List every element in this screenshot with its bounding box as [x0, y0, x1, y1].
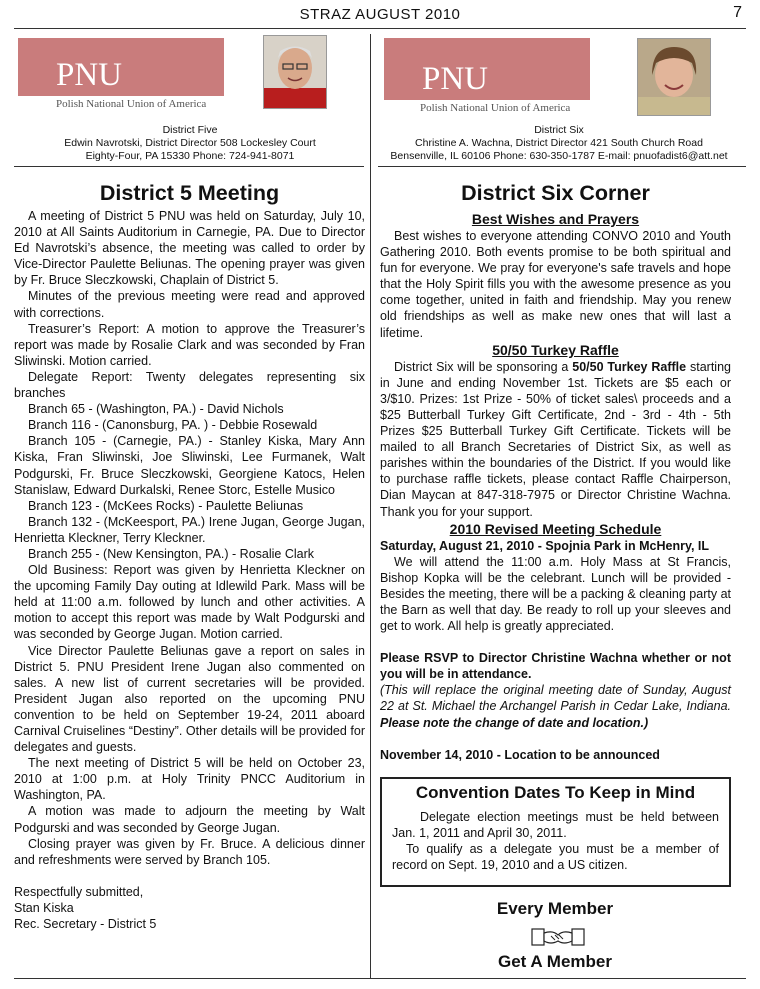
logo-text: PNU	[422, 61, 489, 97]
woman-portrait-icon	[638, 39, 710, 115]
meeting-date: Saturday, August 21, 2010 - Spojnia Park in McHenry, IL	[380, 538, 710, 553]
district5-label: District Five	[162, 124, 218, 136]
box-paragraph: Delegate election meetings must be held between Jan. 1, 2011 and April 30, 2011.	[392, 810, 719, 841]
paragraph: Treasurer’s Report: A motion to approve the Treasurer’s report was made by Rosalie Clark and was seconded by Fran Sliwinski. Motion carried.	[14, 321, 365, 368]
convention-box	[380, 777, 731, 887]
divider-right	[378, 166, 746, 167]
paragraph: A meeting of District 5 PNU was held on Saturday, July 10, 2010 at All Saints Auditorium in Carnegie, PA. Due to Director Ed Navrotski’s absence, the meeting was called to order by Vice-Director Paulette Beliunas. The opening prayer was given by Fr. Bruce Sleczkowski, Chaplain of District 5.	[14, 209, 365, 288]
publication-title: STRAZ AUGUST 2010	[299, 6, 461, 23]
box-title: Convention Dates To Keep in Mind	[415, 783, 696, 802]
logo-subtitle-right: Polish National Union of America	[420, 102, 571, 114]
district5-line2: Eighty-Four, PA 15330 Phone: 724-941-8071	[85, 150, 295, 162]
section-title-wishes: Best Wishes and Prayers	[471, 211, 640, 227]
article-title: District Six Corner	[461, 181, 650, 205]
paragraph: Delegate Report: Twenty delegates representing six branches	[14, 369, 365, 401]
box-paragraph: To qualify as a delegate you must be a member of record on Sept. 19, 2010 and a US citizen.	[392, 842, 719, 873]
article-title: District 5 Meeting	[99, 181, 280, 205]
logo-subtitle-left: Polish National Union of America	[56, 98, 207, 110]
signoff-line: Respectfully submitted,	[14, 884, 144, 899]
signoff-line: Rec. Secretary - District 5	[14, 917, 157, 932]
footer-rule	[14, 978, 746, 979]
section-title-schedule: 2010 Revised Meeting Schedule	[449, 520, 662, 537]
november-meeting: November 14, 2010 - Location to be announced	[380, 747, 660, 762]
branch-entry: Branch 132 - (McKeesport, PA.) Irene Jugan, George Jugan, Henrietta Kleckner, Terry Kleckner.	[14, 514, 365, 545]
page-header	[14, 0, 746, 29]
pnu-logo-right	[384, 38, 590, 100]
paragraph: A motion was made to adjourn the meeting by Walt Podgurski and was seconded by George Jugan.	[14, 804, 365, 835]
district5-info	[18, 124, 362, 163]
director-photo-left	[263, 35, 327, 109]
paragraph: Vice Director Paulette Beliunas gave a report on sales in District 5. PNU President Irene Jugan also commented on sales. A new list of current secretaries will be provided. President Jugan also reported on the upcoming PNU convention to be held on September 19-24, 2011 aboard Carnival Cruiselines “Destiny”. Other details will be provided for delegates and guests.	[14, 643, 365, 755]
district6-line1: Christine A. Wachna, District Director 421 South Church Road	[415, 137, 703, 149]
page-number: 7	[733, 4, 742, 21]
district6-label: District Six	[534, 124, 584, 136]
director-photo-right	[637, 38, 711, 116]
paragraph: The next meeting of District 5 will be held on October 23, 2010 at 1:00 p.m. at Holy Trinity PNCC Auditorium in Washington, PA.	[14, 756, 365, 803]
slogan-bottom: Get A Member	[498, 952, 612, 971]
district5-line1: Edwin Navrotski, District Director 508 Lockesley Court	[64, 137, 316, 149]
change-note: (This will replace the original meeting date of Sunday, August 22 at St. Michael the Archangel Parish in Cedar Lake, Indiana. Please note the change of date and location.)	[380, 683, 731, 730]
branch-entry: Branch 123 - (McKees Rocks) - Paulette Beliunas	[28, 498, 304, 513]
paragraph: We will attend the 11:00 a.m. Holy Mass at St Francis, Bishop Kopka will be the celebrant. Lunch will be provided - Besides the meeting, there will be a packing & cleaning party at the Barn as well that day. Be ready to roll up your sleeves and get to work. All help is greatly appreciated.	[380, 554, 731, 634]
man-portrait-icon	[264, 36, 326, 108]
paragraph: Best wishes to everyone attending CONVO 2010 and Youth Gathering 2010. Both events promise to be both spiritual and fun for everyone. We pray for everyone's safe travels and hope that the Holy Spirit fills you with the awesome presence as you come together, united in faith and friendship. May you renew old friendships as well as make new ones that will last a lifetime.	[380, 229, 731, 340]
district6-info	[380, 124, 738, 163]
divider-left	[14, 166, 364, 167]
branch-entry: Branch 65 - (Washington, PA.) - David Nichols	[28, 402, 284, 417]
district5-article	[14, 180, 365, 932]
section-title-raffle: 50/50 Turkey Raffle	[492, 341, 619, 358]
paragraph: Old Business: Report was given by Henrietta Kleckner on the upcoming Family Day outing at Idlewild Park. Mass will be held at 11:00 a.m. followed by lunch and other activities. A motion to accept this report was made by Walt Podgurski and was seconded by George Jugan. Motion carried.	[14, 563, 365, 642]
paragraph: District Six will be sponsoring a 50/50 Turkey Raffle starting in June and ending November 1st. Tickets are $5 each or 3/$10. Prizes: 1st Prize - 50% of ticket sales\ proceeds and a $25 Butterball Turkey Gift Certificate, 2nd - 3rd - 4th - 5th Prizes $25 Butterball Turkey Gift Certificate. Tickets will be mailed to all Branch Secretaries of District Six, as well as parishes within the boundaries of the District. If you would like to purchase raffle tickets, please contact Raffle Chairperson, Dian Maycan at 847-318-7975 or Director Christine Wachna. Thank you for your support.	[380, 359, 731, 519]
paragraph: Closing prayer was given by Fr. Bruce. A delicious dinner and refreshments were served by Branch 105.	[14, 836, 365, 867]
branch-entry: Branch 105 - (Carnegie, PA.) - Stanley Kiska, Mary Ann Kiska, Fran Sliwinski, Joe Sliwinski, Lee Furmanek, Walt Podgurski, Fr. Bruce Sleczkowski, Georgiene Katocs, Helen Stanislaw, Edward Durkalski, Renee Storc, Estelle Musico	[14, 434, 365, 497]
logo-text: PNU	[56, 57, 123, 93]
slogan-top: Every Member	[496, 899, 614, 918]
branch-entry: Branch 255 - (New Kensington, PA.) - Rosalie Clark	[28, 546, 314, 561]
rsvp-note: Please RSVP to Director Christine Wachna whether or not you will be in attendance.	[380, 651, 731, 682]
district6-article	[380, 180, 731, 763]
pnu-logo-left	[18, 38, 224, 96]
paragraph: Minutes of the previous meeting were read and approved with corrections.	[14, 289, 365, 320]
column-divider	[370, 34, 371, 978]
signoff-line: Stan Kiska	[14, 900, 74, 915]
branch-entry: Branch 116 - (Canonsburg, PA. ) - Debbie Rosewald	[28, 418, 318, 433]
handshake-icon	[531, 926, 585, 953]
district6-line2: Bensenville, IL 60106 Phone: 630-350-1787 E-mail: pnuofadist6@att.net	[390, 150, 728, 162]
